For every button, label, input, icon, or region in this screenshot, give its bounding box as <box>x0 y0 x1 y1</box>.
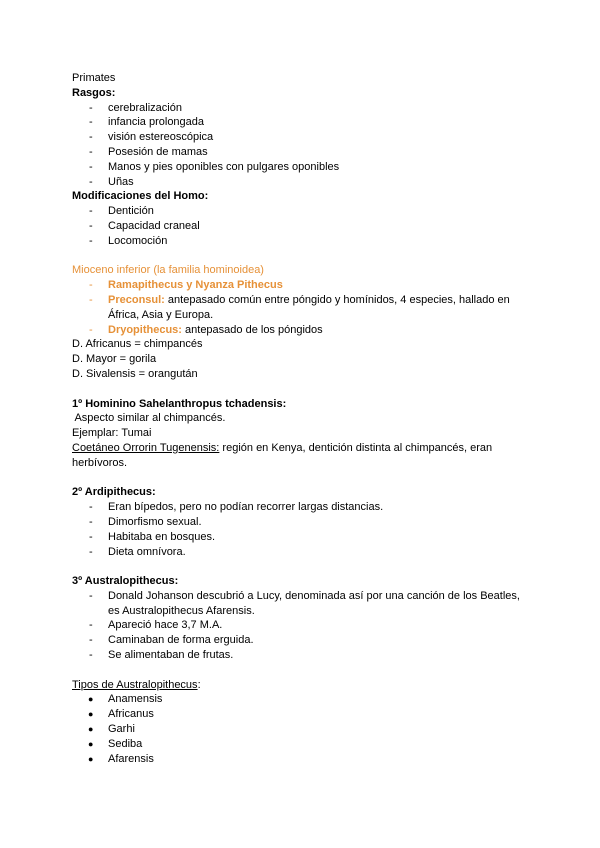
list-item: - visión estereoscópica <box>72 130 532 145</box>
list-item: ● Africanus <box>72 707 532 722</box>
d-sivalensis-line: D. Sivalensis = orangután <box>72 367 198 380</box>
list-item: ● Garhi <box>72 722 532 737</box>
modificaciones-list <box>72 204 532 248</box>
section-title-primates: Primates <box>72 72 116 84</box>
sahelanthropus-line-2: Ejemplar: Tumai <box>72 427 152 440</box>
modificaciones-heading: Modificaciones del Homo: <box>72 190 209 203</box>
tipos-label: Tipos de Australopithecus <box>72 678 198 691</box>
tipos-heading <box>72 678 532 693</box>
list-item: - Apareció hace 3,7 M.A. <box>72 618 532 633</box>
list-item: - Locomoción <box>72 234 532 249</box>
ramapithecus-label: Ramapithecus y Nyanza Pithecus <box>108 279 283 292</box>
spacer <box>72 559 532 574</box>
spacer <box>72 471 532 486</box>
list-item: ● Afarensis <box>72 752 532 767</box>
rasgos-list <box>72 101 532 190</box>
document-page <box>72 71 532 766</box>
ardipithecus-list <box>72 500 532 559</box>
list-item: - cerebralización <box>72 101 532 116</box>
list-item: - Capacidad craneal <box>72 219 532 234</box>
list-item: - Dentición <box>72 204 532 219</box>
list-item <box>72 293 532 323</box>
d-mayor-line: D. Mayor = gorila <box>72 353 157 366</box>
ardipithecus-heading: 2º Ardipithecus: <box>72 486 156 499</box>
list-item: - Posesión de mamas <box>72 145 532 160</box>
rasgos-heading: Rasgos: <box>72 86 116 99</box>
orrorin-label: Coetáneo Orrorin Tugenensis: <box>72 441 220 454</box>
dryopithecus-label: Dryopithecus: <box>108 323 182 336</box>
dryopithecus-text: antepasado de los póngidos <box>181 323 323 336</box>
sahelanthropus-heading: 1º Hominino Sahelanthropus tchadensis: <box>72 397 287 410</box>
list-item <box>72 278 532 293</box>
mioceno-heading: Mioceno inferior (la familia hominoidea) <box>72 264 264 277</box>
list-item: - Uñas <box>72 175 532 190</box>
spacer <box>72 249 532 264</box>
sahelanthropus-line-1: Aspecto similar al chimpancés. <box>72 412 226 425</box>
list-item: - Caminaban de forma erguida. <box>72 633 532 648</box>
list-item: - Habitaba en bosques. <box>72 530 532 545</box>
australopithecus-heading: 3º Australopithecus: <box>72 575 179 588</box>
list-item: - infancia prolongada <box>72 115 532 130</box>
preconsul-text: antepasado común entre póngido y homínidos, 4 especies, hallado en África, Asia y Europa. <box>108 293 510 321</box>
list-item: - Dieta omnívora. <box>72 545 532 560</box>
list-item: - Se alimentaban de frutas. <box>72 648 532 663</box>
orrorin-text: región en Kenya, dentición distinta al chimpancés, eran herbívoros. <box>72 441 493 469</box>
spacer <box>72 382 532 397</box>
australopithecus-list <box>72 589 532 663</box>
list-item: - Dimorfismo sexual. <box>72 515 532 530</box>
list-item: ● Sediba <box>72 737 532 752</box>
list-item <box>72 323 532 338</box>
list-item: ● Anamensis <box>72 692 532 707</box>
list-item: - Eran bípedos, pero no podían recorrer largas distancias. <box>72 500 532 515</box>
preconsul-label: Preconsul: <box>108 293 165 306</box>
tipos-list <box>72 692 532 766</box>
tipos-colon: : <box>197 678 201 691</box>
orrorin-paragraph <box>72 441 532 471</box>
list-item: - Manos y pies oponibles con pulgares oponibles <box>72 160 532 175</box>
list-item: - Donald Johanson descubrió a Lucy, denominada así por una canción de los Beatles, es Australopithecus Afarensis. <box>72 589 532 619</box>
mioceno-list <box>72 278 532 337</box>
spacer <box>72 663 532 678</box>
d-africanus-line: D. Africanus = chimpancés <box>72 338 203 351</box>
